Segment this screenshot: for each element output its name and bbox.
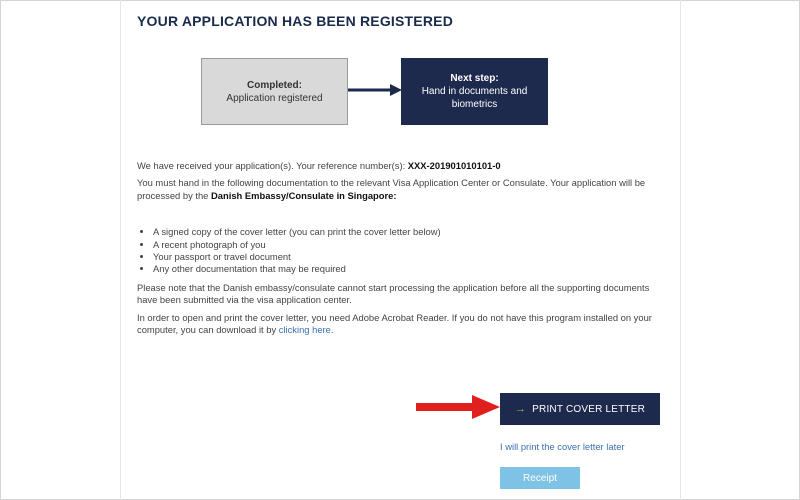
list-item: • A signed copy of the cover letter (you can print the cover letter below) bbox=[153, 226, 657, 238]
reference-number: XXX-201901010101-0 bbox=[407, 160, 501, 171]
print-cover-letter-label: PRINT COVER LETTER bbox=[532, 403, 646, 415]
red-arrow-icon bbox=[414, 395, 500, 419]
handin-paragraph bbox=[137, 177, 657, 202]
step-next-subtitle: Hand in documents and biometrics bbox=[421, 86, 528, 110]
list-item: • Your passport or travel document bbox=[153, 251, 657, 263]
step-arrow-icon bbox=[348, 83, 402, 97]
received-text: We have received your application(s). Your reference number(s): bbox=[137, 160, 408, 171]
content-right-rule bbox=[680, 0, 681, 500]
print-later-link[interactable]: I will print the cover letter later bbox=[500, 441, 625, 452]
received-paragraph bbox=[137, 160, 657, 172]
step-next-title: Next step: bbox=[450, 73, 499, 84]
list-item: • A recent photograph of you bbox=[153, 239, 657, 251]
content-left-rule bbox=[120, 0, 121, 500]
step-next bbox=[401, 58, 548, 125]
acrobat-suffix: . bbox=[330, 324, 334, 336]
print-cover-letter-button[interactable] bbox=[500, 393, 660, 425]
main-content bbox=[137, 160, 657, 341]
note-paragraph: Please note that the Danish embassy/consulate cannot start processing the application before all the supporting documents have been submitted via the visa application center. bbox=[137, 281, 650, 306]
step-completed-title: Completed: bbox=[247, 79, 302, 91]
embassy-suffix: : bbox=[393, 189, 397, 201]
arrow-right-icon: → bbox=[514, 403, 527, 415]
acrobat-text: In order to open and print the cover letter, you need Adobe Acrobat Reader. If you do not have this program installed on your computer, you can download it by bbox=[137, 311, 652, 336]
embassy-name: Danish Embassy/Consulate in Singapore bbox=[211, 189, 394, 201]
acrobat-paragraph bbox=[137, 312, 657, 337]
download-acrobat-link[interactable]: clicking here bbox=[278, 324, 331, 336]
documents-list bbox=[137, 226, 657, 276]
list-item: • Any other documentation that may be required bbox=[153, 263, 657, 275]
handin-text: You must hand in the following documentation to the relevant Visa Application Center or Consulate. Your application will be processed by the bbox=[137, 177, 646, 201]
step-completed bbox=[201, 58, 348, 125]
receipt-button[interactable]: Receipt bbox=[500, 467, 580, 489]
page-title: YOUR APPLICATION HAS BEEN REGISTERED bbox=[137, 13, 454, 29]
step-completed-subtitle: Application registered bbox=[226, 92, 323, 104]
